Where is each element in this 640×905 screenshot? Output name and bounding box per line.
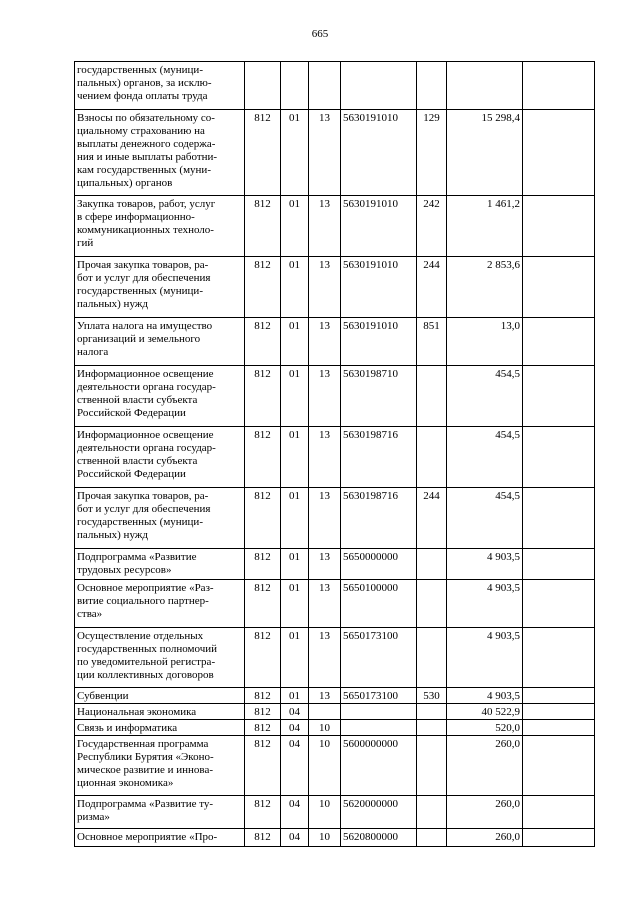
expense-type-cell: [417, 688, 447, 704]
section-code-text: 01: [289, 490, 300, 502]
subsection-code-cell: [309, 62, 341, 110]
table-row: [75, 704, 595, 720]
ministry-code-cell: [245, 257, 281, 318]
ministry-code-cell: [245, 62, 281, 110]
amount-text: 260,0: [495, 831, 520, 843]
target-article-text: 5630191010: [343, 112, 398, 124]
section-code-text: 01: [289, 112, 300, 124]
section-code-cell: [281, 796, 309, 829]
subsection-code-text: 13: [319, 690, 330, 702]
table-row: [75, 829, 595, 847]
section-code-cell: [281, 196, 309, 257]
subsection-code-cell: [309, 318, 341, 366]
section-code-cell: [281, 427, 309, 488]
table-row: [75, 366, 595, 427]
target-article-text: 5630198710: [343, 368, 398, 380]
subsection-code-cell: [309, 488, 341, 549]
section-code-text: 01: [289, 320, 300, 332]
amount-cell: [447, 427, 523, 488]
table-row: [75, 318, 595, 366]
amount-cell: [447, 829, 523, 847]
expense-type-text: 530: [423, 690, 440, 702]
table-row: [75, 720, 595, 736]
item-name-cell: [75, 488, 245, 549]
subsection-code-text: 13: [319, 112, 330, 124]
section-code-cell: [281, 580, 309, 628]
ministry-code-cell: [245, 488, 281, 549]
ministry-code-cell: [245, 829, 281, 847]
item-name-text: Государственная программа Республики Бурятия «Эконо- мическое развитие и иннова- ционная экономика»: [77, 738, 214, 789]
expense-type-cell: [417, 736, 447, 796]
ministry-code-cell: [245, 366, 281, 427]
ministry-code-cell: [245, 427, 281, 488]
item-name-cell: [75, 829, 245, 847]
section-code-cell: [281, 62, 309, 110]
target-article-cell: [341, 720, 417, 736]
subsection-code-cell: [309, 720, 341, 736]
item-name-cell: [75, 549, 245, 580]
item-name-text: Осуществление отдельных государственных полномочий по уведомительной регистра- ции коллективных договоров: [77, 630, 218, 681]
subsection-code-cell: [309, 110, 341, 196]
subsection-code-text: 13: [319, 490, 330, 502]
amount-cell: [447, 366, 523, 427]
ministry-code-cell: [245, 580, 281, 628]
table-row: [75, 257, 595, 318]
item-name-cell: [75, 110, 245, 196]
amount-text: 15 298,4: [481, 112, 520, 124]
ministry-code-cell: [245, 688, 281, 704]
ministry-code-text: 812: [254, 198, 271, 210]
amount-text: 4 903,5: [487, 582, 520, 594]
amount-text: 40 522,9: [481, 706, 520, 718]
ministry-code-text: 812: [254, 582, 271, 594]
ministry-code-cell: [245, 720, 281, 736]
subsection-code-text: 10: [319, 722, 330, 734]
section-code-text: 01: [289, 429, 300, 441]
extra-column-cell: [523, 488, 595, 549]
item-name-cell: [75, 704, 245, 720]
subsection-code-cell: [309, 829, 341, 847]
item-name-text: Подпрограмма «Развитие ту- ризма»: [77, 798, 214, 823]
amount-cell: [447, 196, 523, 257]
ministry-code-text: 812: [254, 320, 271, 332]
target-article-text: 5620800000: [343, 831, 398, 843]
budget-table: [74, 61, 595, 847]
expense-type-text: 851: [423, 320, 440, 332]
subsection-code-cell: [309, 580, 341, 628]
item-name-cell: [75, 720, 245, 736]
amount-text: 13,0: [500, 320, 520, 332]
extra-column-cell: [523, 110, 595, 196]
table-row: [75, 580, 595, 628]
item-name-cell: [75, 318, 245, 366]
subsection-code-cell: [309, 257, 341, 318]
page-number: 665: [311, 28, 329, 40]
item-name-text: Информационное освещение деятельности органа государ- ственной власти субъекта Российской Федерации: [77, 429, 216, 480]
amount-text: 454,5: [495, 368, 520, 380]
item-name-text: Подпрограмма «Развитие трудовых ресурсов»: [77, 551, 197, 576]
item-name-cell: [75, 688, 245, 704]
target-article-cell: [341, 549, 417, 580]
amount-cell: [447, 580, 523, 628]
table-row: [75, 628, 595, 688]
table-row: [75, 110, 595, 196]
amount-text: 260,0: [495, 798, 520, 810]
item-name-cell: [75, 427, 245, 488]
section-code-text: 04: [289, 722, 300, 734]
subsection-code-cell: [309, 736, 341, 796]
item-name-cell: [75, 580, 245, 628]
ministry-code-text: 812: [254, 831, 271, 843]
expense-type-text: 244: [423, 259, 440, 271]
section-code-text: 01: [289, 259, 300, 271]
amount-cell: [447, 704, 523, 720]
table-row: [75, 196, 595, 257]
section-code-cell: [281, 704, 309, 720]
subsection-code-text: 10: [319, 738, 330, 750]
target-article-text: 5630191010: [343, 259, 398, 271]
table-row: [75, 688, 595, 704]
extra-column-cell: [523, 257, 595, 318]
amount-cell: [447, 736, 523, 796]
expense-type-cell: [417, 720, 447, 736]
expense-type-cell: [417, 549, 447, 580]
item-name-cell: [75, 366, 245, 427]
subsection-code-text: 13: [319, 320, 330, 332]
amount-cell: [447, 549, 523, 580]
item-name-text: Закупка товаров, работ, услуг в сфере информационно- коммуникационных техноло- гий: [77, 198, 216, 249]
item-name-cell: [75, 736, 245, 796]
item-name-text: Прочая закупка товаров, ра- бот и услуг для обеспечения государственных (муници- пальных) нужд: [77, 490, 211, 541]
ministry-code-cell: [245, 196, 281, 257]
section-code-cell: [281, 488, 309, 549]
expense-type-text: 242: [423, 198, 440, 210]
subsection-code-text: 13: [319, 198, 330, 210]
target-article-text: 5650173100: [343, 630, 398, 642]
amount-cell: [447, 110, 523, 196]
extra-column-cell: [523, 549, 595, 580]
subsection-code-cell: [309, 427, 341, 488]
subsection-code-cell: [309, 796, 341, 829]
amount-cell: [447, 257, 523, 318]
table-row: [75, 549, 595, 580]
item-name-text: Основное мероприятие «Раз- витие социального партнер- ства»: [77, 582, 214, 620]
section-code-cell: [281, 829, 309, 847]
section-code-cell: [281, 628, 309, 688]
subsection-code-text: 13: [319, 259, 330, 271]
section-code-text: 01: [289, 368, 300, 380]
subsection-code-text: 13: [319, 630, 330, 642]
expense-type-cell: [417, 110, 447, 196]
table-body: [75, 62, 595, 847]
section-code-text: 04: [289, 706, 300, 718]
item-name-text: Информационное освещение деятельности органа государ- ственной власти субъекта Российской Федерации: [77, 368, 216, 419]
expense-type-cell: [417, 796, 447, 829]
ministry-code-text: 812: [254, 690, 271, 702]
target-article-text: 5620000000: [343, 798, 398, 810]
section-code-text: 04: [289, 798, 300, 810]
subsection-code-text: 10: [319, 831, 330, 843]
target-article-text: 5600000000: [343, 738, 398, 750]
extra-column-cell: [523, 628, 595, 688]
section-code-text: 01: [289, 582, 300, 594]
section-code-text: 01: [289, 630, 300, 642]
ministry-code-text: 812: [254, 706, 271, 718]
item-name-text: государственных (муници- пальных) органов, за исклю- чением фонда оплаты труда: [77, 64, 212, 102]
extra-column-cell: [523, 366, 595, 427]
ministry-code-cell: [245, 736, 281, 796]
subsection-code-cell: [309, 196, 341, 257]
amount-cell: [447, 628, 523, 688]
ministry-code-cell: [245, 796, 281, 829]
ministry-code-text: 812: [254, 798, 271, 810]
section-code-text: 01: [289, 690, 300, 702]
amount-text: 1 461,2: [487, 198, 520, 210]
item-name-cell: [75, 196, 245, 257]
section-code-cell: [281, 549, 309, 580]
ministry-code-cell: [245, 110, 281, 196]
section-code-text: 04: [289, 831, 300, 843]
item-name-cell: [75, 796, 245, 829]
target-article-text: 5650100000: [343, 582, 398, 594]
target-article-cell: [341, 628, 417, 688]
target-article-cell: [341, 829, 417, 847]
subsection-code-text: 13: [319, 368, 330, 380]
amount-cell: [447, 720, 523, 736]
target-article-cell: [341, 580, 417, 628]
extra-column-cell: [523, 796, 595, 829]
section-code-cell: [281, 720, 309, 736]
item-name-cell: [75, 62, 245, 110]
section-code-cell: [281, 736, 309, 796]
expense-type-cell: [417, 366, 447, 427]
target-article-cell: [341, 736, 417, 796]
amount-text: 520,0: [495, 722, 520, 734]
subsection-code-text: 13: [319, 429, 330, 441]
amount-text: 2 853,6: [487, 259, 520, 271]
section-code-cell: [281, 110, 309, 196]
section-code-text: 04: [289, 738, 300, 750]
amount-cell: [447, 318, 523, 366]
amount-text: 4 903,5: [487, 551, 520, 563]
ministry-code-cell: [245, 318, 281, 366]
expense-type-cell: [417, 318, 447, 366]
target-article-cell: [341, 110, 417, 196]
ministry-code-cell: [245, 549, 281, 580]
table-row: [75, 62, 595, 110]
ministry-code-text: 812: [254, 259, 271, 271]
expense-type-cell: [417, 829, 447, 847]
table-row: [75, 796, 595, 829]
section-code-cell: [281, 688, 309, 704]
target-article-cell: [341, 796, 417, 829]
item-name-text: Взносы по обязательному со- циальному страхованию на выплаты денежного содержа- ния и иные выплаты работни- кам государственных (муни- ципальных) органов: [77, 112, 218, 189]
target-article-text: 5630191010: [343, 320, 398, 332]
amount-text: 454,5: [495, 429, 520, 441]
target-article-cell: [341, 688, 417, 704]
amount-text: 454,5: [495, 490, 520, 502]
expense-type-cell: [417, 257, 447, 318]
expense-type-cell: [417, 628, 447, 688]
ministry-code-cell: [245, 628, 281, 688]
amount-text: 4 903,5: [487, 630, 520, 642]
extra-column-cell: [523, 829, 595, 847]
item-name-text: Прочая закупка товаров, ра- бот и услуг для обеспечения государственных (муници- пальных) нужд: [77, 259, 211, 310]
subsection-code-cell: [309, 366, 341, 427]
expense-type-cell: [417, 488, 447, 549]
item-name-cell: [75, 257, 245, 318]
ministry-code-text: 812: [254, 429, 271, 441]
target-article-text: 5650000000: [343, 551, 398, 563]
ministry-code-text: 812: [254, 630, 271, 642]
amount-cell: [447, 796, 523, 829]
extra-column-cell: [523, 688, 595, 704]
extra-column-cell: [523, 62, 595, 110]
ministry-code-text: 812: [254, 738, 271, 750]
extra-column-cell: [523, 720, 595, 736]
amount-cell: [447, 62, 523, 110]
amount-text: 260,0: [495, 738, 520, 750]
ministry-code-text: 812: [254, 112, 271, 124]
section-code-cell: [281, 366, 309, 427]
section-code-cell: [281, 318, 309, 366]
ministry-code-text: 812: [254, 551, 271, 563]
amount-cell: [447, 688, 523, 704]
section-code-text: 01: [289, 198, 300, 210]
amount-text: 4 903,5: [487, 690, 520, 702]
subsection-code-text: 10: [319, 798, 330, 810]
expense-type-text: 129: [423, 112, 440, 124]
section-code-cell: [281, 257, 309, 318]
expense-type-text: 244: [423, 490, 440, 502]
extra-column-cell: [523, 580, 595, 628]
subsection-code-cell: [309, 549, 341, 580]
target-article-cell: [341, 488, 417, 549]
expense-type-cell: [417, 704, 447, 720]
expense-type-cell: [417, 196, 447, 257]
target-article-cell: [341, 318, 417, 366]
ministry-code-text: 812: [254, 368, 271, 380]
item-name-text: Уплата налога на имущество организаций и земельного налога: [77, 320, 213, 358]
ministry-code-cell: [245, 704, 281, 720]
table-row: [75, 736, 595, 796]
target-article-cell: [341, 427, 417, 488]
extra-column-cell: [523, 704, 595, 720]
section-code-text: 01: [289, 551, 300, 563]
subsection-code-text: 13: [319, 582, 330, 594]
subsection-code-text: 13: [319, 551, 330, 563]
extra-column-cell: [523, 318, 595, 366]
item-name-cell: [75, 628, 245, 688]
expense-type-cell: [417, 580, 447, 628]
extra-column-cell: [523, 196, 595, 257]
item-name-text: Основное мероприятие «Про-: [77, 831, 218, 843]
subsection-code-cell: [309, 628, 341, 688]
target-article-cell: [341, 366, 417, 427]
target-article-text: 5650173100: [343, 690, 398, 702]
ministry-code-text: 812: [254, 722, 271, 734]
target-article-text: 5630198716: [343, 490, 398, 502]
expense-type-cell: [417, 62, 447, 110]
subsection-code-cell: [309, 704, 341, 720]
table-row: [75, 427, 595, 488]
item-name-text: Связь и информатика: [77, 722, 178, 734]
item-name-text: Национальная экономика: [77, 706, 197, 718]
subsection-code-cell: [309, 688, 341, 704]
ministry-code-text: 812: [254, 490, 271, 502]
table-row: [75, 488, 595, 549]
extra-column-cell: [523, 736, 595, 796]
target-article-cell: [341, 196, 417, 257]
target-article-text: 5630198716: [343, 429, 398, 441]
target-article-cell: [341, 257, 417, 318]
expense-type-cell: [417, 427, 447, 488]
extra-column-cell: [523, 427, 595, 488]
target-article-cell: [341, 62, 417, 110]
amount-cell: [447, 488, 523, 549]
target-article-cell: [341, 704, 417, 720]
target-article-text: 5630191010: [343, 198, 398, 210]
item-name-text: Субвенции: [77, 690, 129, 702]
